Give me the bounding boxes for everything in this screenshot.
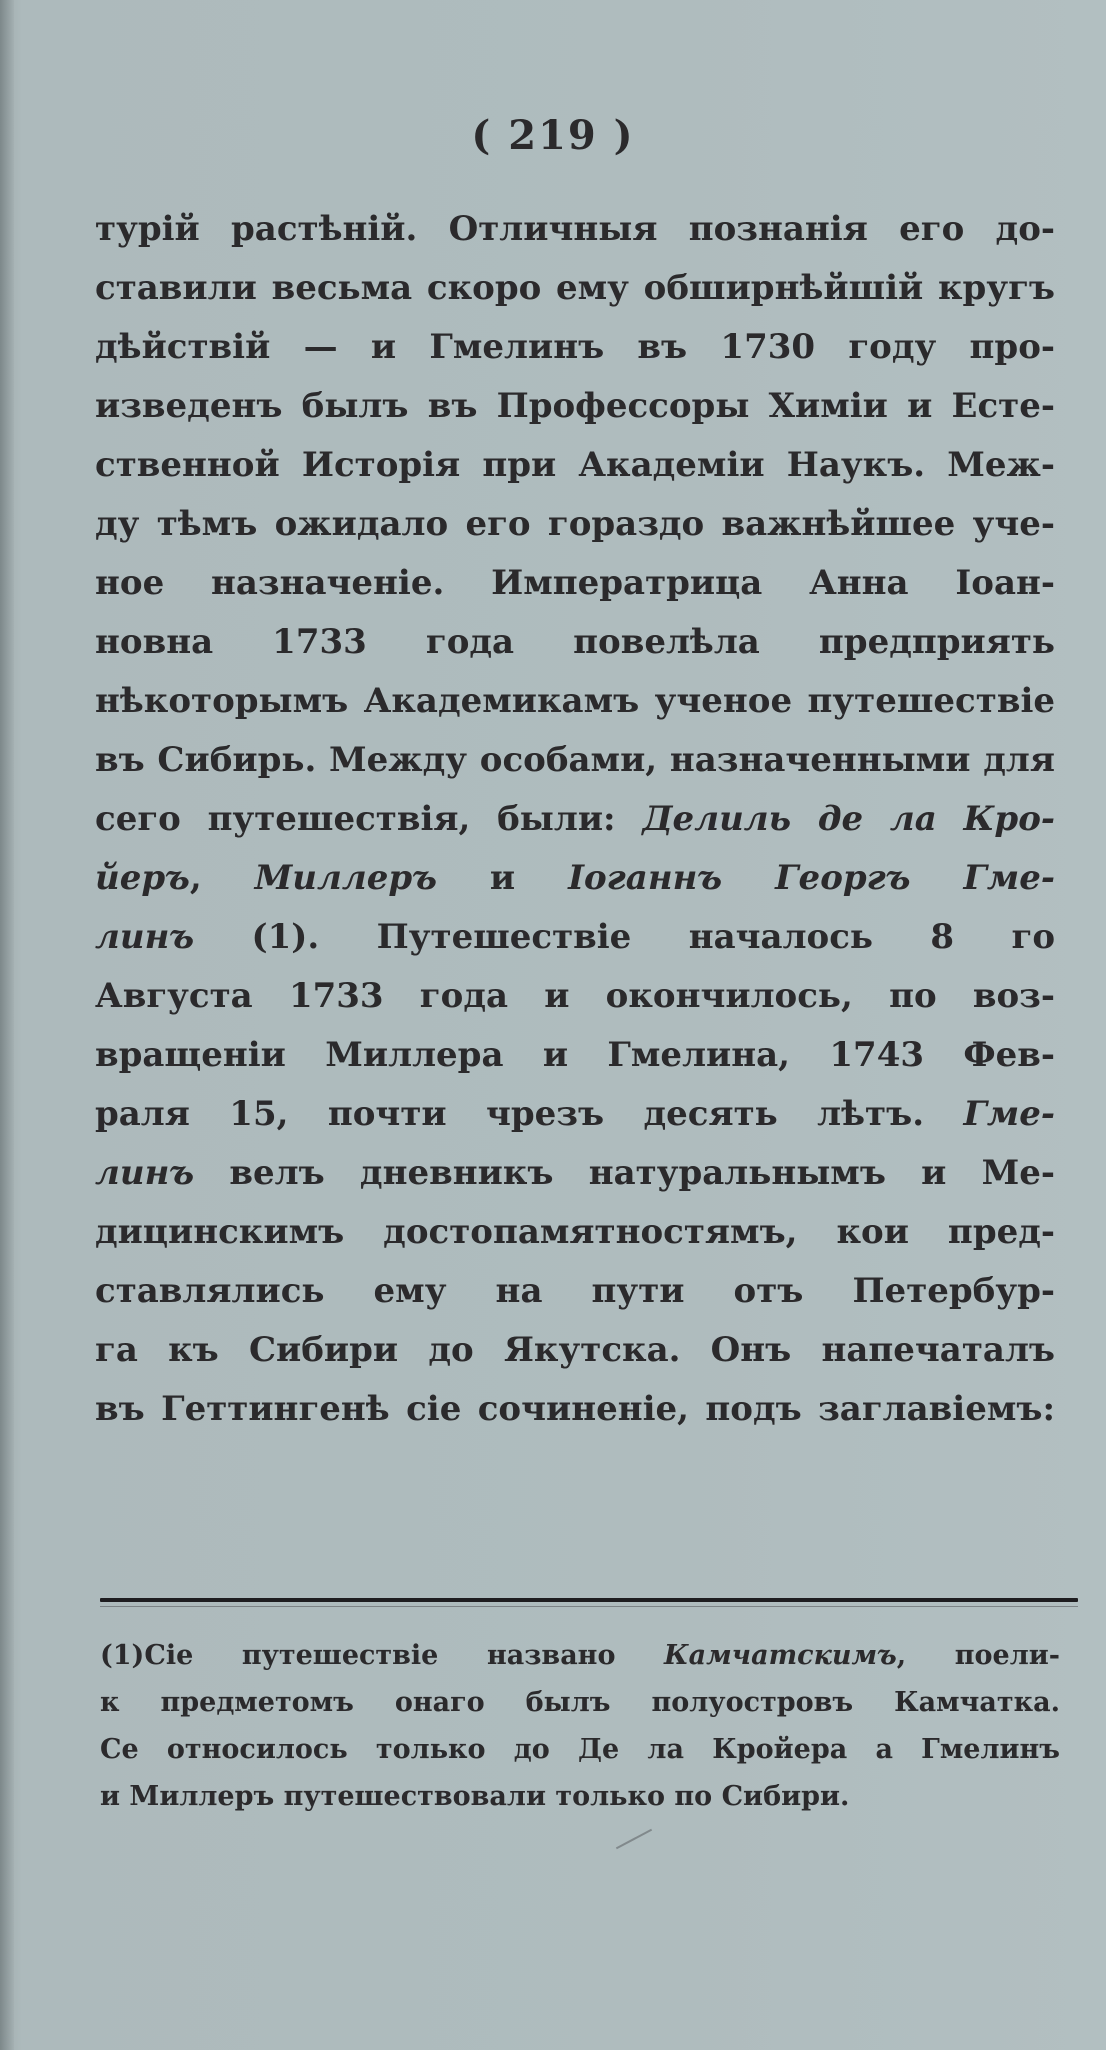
text-run: новна 1733 года повелѣла предприять — [95, 622, 1055, 662]
italic-text-run: Гме- — [963, 1094, 1055, 1134]
text-line — [95, 1085, 1055, 1144]
text-run: к предметомъ онаго былъ полуостровъ Камчатка. — [100, 1687, 1060, 1718]
text-line — [95, 377, 1055, 436]
text-run: велъ дневникъ натуральнымъ и Ме- — [194, 1153, 1055, 1193]
text-run: въ Геттингенѣ сіе сочиненіе, подъ заглавіемъ: — [95, 1389, 1055, 1429]
text-run: (1). Путешествіе началось 8 го — [194, 917, 1055, 957]
text-run: Августа 1733 года и окончилось, по воз- — [95, 976, 1055, 1016]
text-run: (1)Сіе путешествіе названо — [100, 1640, 665, 1671]
pencil-mark — [616, 1829, 652, 1850]
text-line — [95, 1262, 1055, 1321]
text-run: изведенъ былъ въ Профессоры Химіи и Есте- — [95, 386, 1055, 426]
text-line — [95, 1321, 1055, 1380]
text-run: Се относилось только до Де ла Кройера а Гмелинъ — [100, 1734, 1060, 1765]
text-line — [95, 908, 1055, 967]
text-line — [95, 1026, 1055, 1085]
text-run: дицинскимъ достопамятностямъ, кои пред- — [95, 1212, 1055, 1252]
footnote-line — [100, 1632, 1060, 1679]
text-run: , поели- — [896, 1640, 1060, 1671]
text-line — [95, 967, 1055, 1026]
text-line — [95, 1144, 1055, 1203]
text-line — [95, 1380, 1055, 1439]
italic-text-run: Іоганнъ Георгъ Гме- — [568, 858, 1055, 898]
text-run: ставлялись ему на пути отъ Петербур- — [95, 1271, 1055, 1311]
text-line — [95, 1203, 1055, 1262]
text-line — [95, 318, 1055, 377]
italic-text-run: линъ — [95, 917, 195, 957]
main-text-block — [95, 200, 1055, 1439]
text-run: га къ Сибири до Якутска. Онъ напечаталъ — [95, 1330, 1055, 1370]
footnote-line — [100, 1679, 1060, 1726]
footnote-separator-underline — [100, 1606, 1078, 1607]
page-spine-edge — [0, 0, 14, 2050]
italic-text-run: йеръ — [95, 858, 190, 898]
page-number: ( 219 ) — [471, 112, 635, 159]
text-line — [95, 731, 1055, 790]
text-run: и — [436, 858, 569, 898]
text-run: и Миллеръ путешествовали только по Сибири. — [100, 1781, 850, 1812]
text-run: ственной Исторія при Академіи Наукъ. Меж- — [95, 445, 1055, 485]
text-line — [95, 613, 1055, 672]
text-line — [95, 672, 1055, 731]
text-line — [95, 495, 1055, 554]
text-run: сего путешествія, были: — [95, 799, 643, 839]
italic-text-run: линъ — [95, 1153, 195, 1193]
footnote-separator-rule — [100, 1598, 1078, 1602]
text-line — [95, 436, 1055, 495]
text-run: , — [189, 858, 255, 898]
text-run: ное назначеніе. Императрица Анна Іоан- — [95, 563, 1055, 603]
text-run: раля 15, почти чрезъ десять лѣтъ. — [95, 1094, 964, 1134]
italic-text-run: Миллеръ — [254, 858, 437, 898]
text-run: ду тѣмъ ожидало его гораздо важнѣйшее уче- — [95, 504, 1055, 544]
text-line — [95, 554, 1055, 613]
text-line — [95, 259, 1055, 318]
footnote-line — [100, 1726, 1060, 1773]
text-line — [95, 849, 1055, 908]
text-run: нѣкоторымъ Академикамъ ученое путешествіе — [95, 681, 1055, 721]
text-run: турій растѣній. Отличныя познанія его до- — [95, 209, 1055, 249]
text-line — [95, 200, 1055, 259]
text-run: дѣйствій — и Гмелинъ въ 1730 году про- — [95, 327, 1055, 367]
text-run: вращеніи Миллера и Гмелина, 1743 Фев- — [95, 1035, 1055, 1075]
text-run: въ Сибирь. Между особами, назначенными для — [95, 740, 1055, 780]
italic-text-run: Делиль де ла Кро- — [642, 799, 1055, 839]
text-line — [95, 790, 1055, 849]
footnote-block — [100, 1632, 1060, 1820]
text-run: ставили весьма скоро ему обширнѣйшій кругъ — [95, 268, 1055, 308]
footnote-line — [100, 1773, 1060, 1820]
italic-text-run: Камчатскимъ — [664, 1640, 897, 1671]
